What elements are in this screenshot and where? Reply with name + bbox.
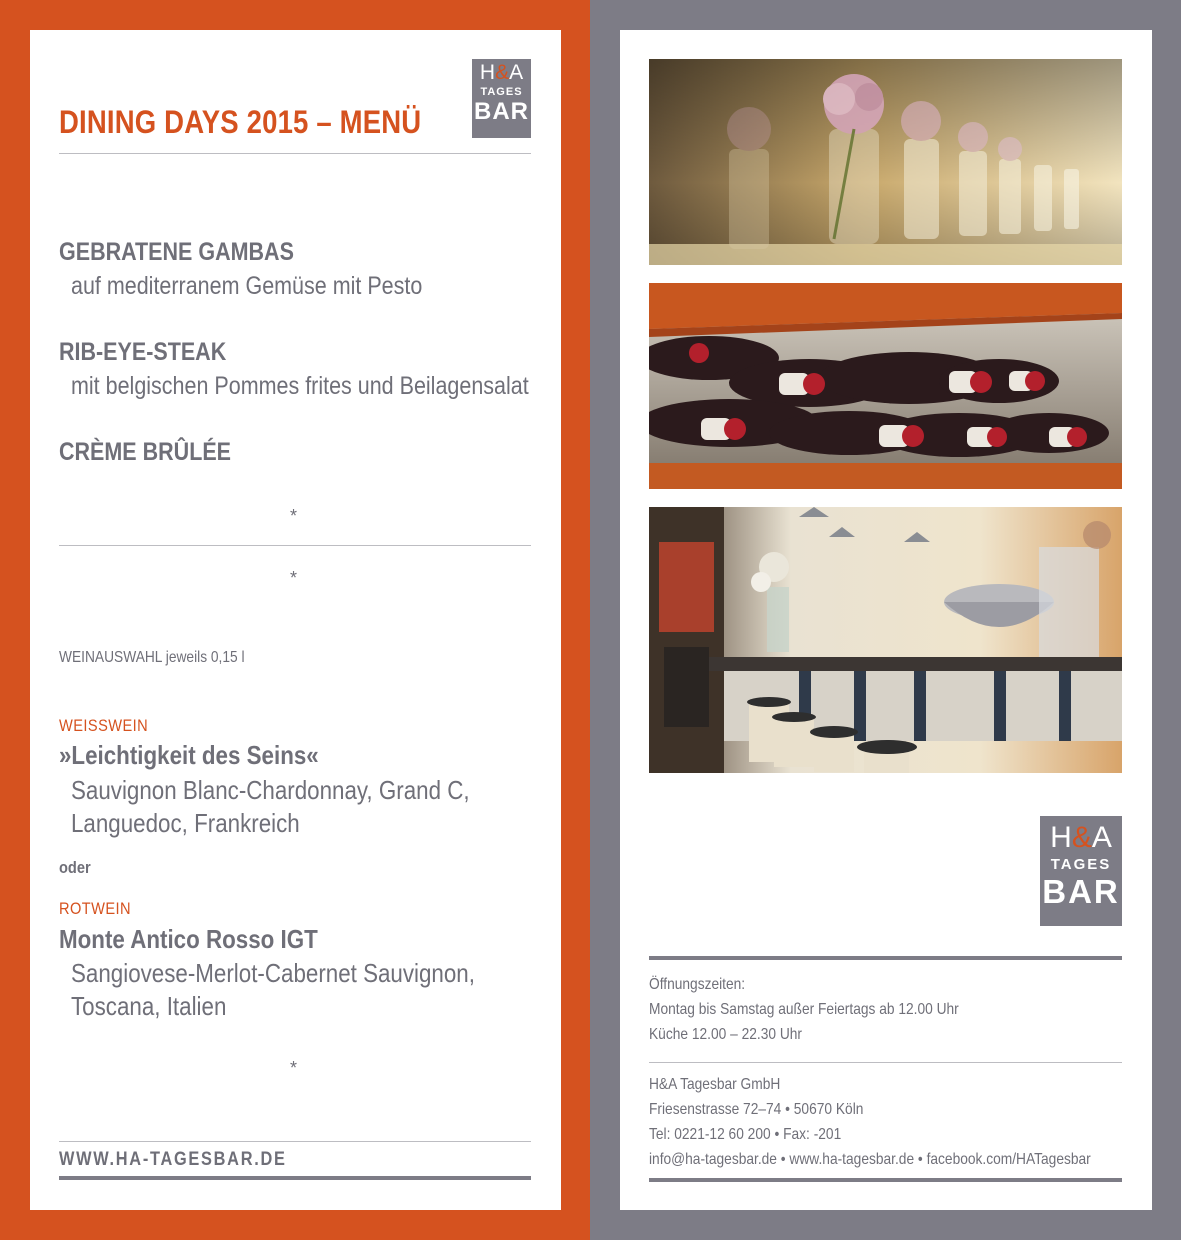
separator-star-1: *: [290, 506, 298, 526]
red-wine-desc-line-1: Sangiovese-Merlot-Cabernet Sauvignon,: [71, 958, 475, 988]
wine-selection-intro: WEINAUSWAHL jeweils 0,15 l: [59, 649, 245, 666]
separator-star-3: *: [290, 1058, 298, 1078]
company-phone: Tel: 0221-12 60 200 • Fax: -201: [649, 1126, 842, 1143]
company-address: Friesenstrasse 72–74 • 50670 Köln: [649, 1101, 864, 1118]
menu-title: DINING DAYS 2015 – MENÜ: [59, 104, 422, 140]
dish-1-name: GEBRATENE GAMBAS: [59, 238, 294, 266]
title-divider: [59, 153, 531, 154]
dish-2-description: mit belgischen Pommes frites und Beilagensalat: [71, 372, 529, 400]
red-wine-label: ROTWEIN: [59, 899, 132, 918]
red-wine-name: Monte Antico Rosso IGT: [59, 924, 318, 954]
red-wine-desc-line-2: Toscana, Italien: [71, 991, 227, 1021]
info-top-bar: [649, 956, 1122, 960]
dish-1-description: auf mediterranem Gemüse mit Pesto: [71, 272, 423, 300]
info-bottom-bar: [649, 1178, 1122, 1182]
hours-line-1: Montag bis Samstag außer Feiertags ab 12.00 Uhr: [649, 1001, 959, 1018]
dish-2-name: RIB-EYE-STEAK: [59, 338, 227, 366]
photo-wine-rack: [649, 283, 1122, 489]
or-text: oder: [59, 858, 91, 877]
white-wine-desc-line-1: Sauvignon Blanc-Chardonnay, Grand C,: [71, 775, 470, 805]
white-wine-desc-line-2: Languedoc, Frankreich: [71, 808, 300, 838]
footer-bar: [59, 1176, 531, 1180]
dish-3-name: CRÈME BRÛLÉE: [59, 438, 232, 466]
info-divider: [649, 1062, 1122, 1063]
tagesbar-logo-small: H&A TAGES BAR: [472, 59, 531, 138]
company-contact-links[interactable]: info@ha-tagesbar.de • www.ha-tagesbar.de • facebook.com/HATagesbar: [649, 1151, 1091, 1168]
hours-title: Öffnungszeiten:: [649, 976, 746, 993]
website-link[interactable]: WWW.HA-TAGESBAR.DE: [59, 1149, 287, 1170]
menu-card: [30, 30, 561, 1210]
footer-divider: [59, 1141, 531, 1142]
company-name: H&A Tagesbar GmbH: [649, 1076, 781, 1093]
separator-star-2: *: [290, 568, 298, 588]
tagesbar-logo-large: H&A TAGES BAR: [1040, 816, 1122, 926]
photo-flower-vases: [649, 59, 1122, 265]
white-wine-name: »Leichtigkeit des Seins«: [59, 740, 319, 770]
photo-bar-counter: [649, 507, 1122, 773]
menu-wine-divider: [59, 545, 531, 546]
white-wine-label: WEISSWEIN: [59, 716, 149, 735]
hours-line-2: Küche 12.00 – 22.30 Uhr: [649, 1026, 802, 1043]
